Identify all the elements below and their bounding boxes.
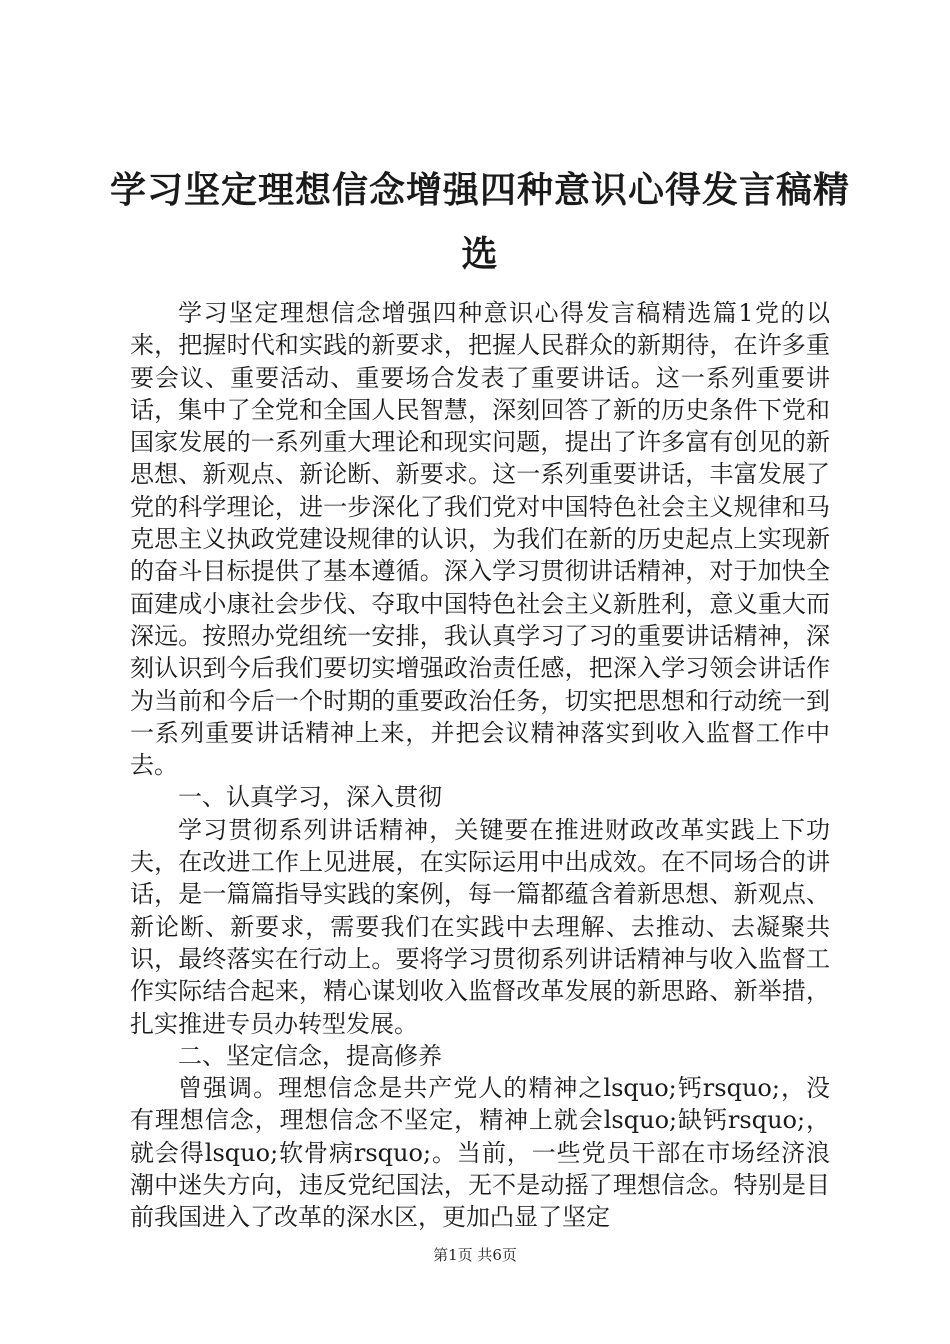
document-body	[130, 297, 830, 1234]
document-title: 学习坚定理想信念增强四种意识心得发言稿精选	[110, 169, 851, 275]
section-heading-2: 二、坚定信念，提高修养	[178, 1041, 442, 1070]
paragraph-section-2: 曾强调。理想信念是共产党人的精神之lsquo;钙rsquo;，没有理想信念，理想信念不坚定，精神上就会lsquo;缺钙rsquo;，就会得lsquo;软骨病rsquo;。当前，一些党员干部在市场经济浪潮中迷失方向，违反党纪国法，无不是动摇了理想信念。特别是目前我国进入了改革的深水区，更加凸显了坚定	[130, 1074, 830, 1232]
page-number-footer: 第1页 共6页	[433, 1246, 517, 1264]
paragraph-section-1: 学习贯彻系列讲话精神，关键要在推进财政改革实践上下功夫，在改进工作上见进展，在实际运用中出成效。在不同场合的讲话，是一篇篇指导实践的案例，每一篇都蕴含着新思想、新观点、新论断、新要求，需要我们在实践中去理解、去推动、去凝聚共识，最终落实在行动上。要将学习贯彻系列讲话精神与收入监督工作实际结合起来，精心谋划收入监督改革发展的新思路、新举措，扎实推进专员办转型发展。	[130, 815, 830, 1038]
section-heading-1: 一、认真学习，深入贯彻	[178, 783, 442, 812]
paragraph-intro: 学习坚定理想信念增强四种意识心得发言稿精选篇1党的以来，把握时代和实践的新要求，把握人民群众的新期待，在许多重要会议、重要活动、重要场合发表了重要讲话。这一系列重要讲话，集中了全党和全国人民智慧，深刻回答了新的历史条件下党和国家发展的一系列重大理论和现实问题，提出了许多富有创见的新思想、新观点、新论断、新要求。这一系列重要讲话，丰富发展了党的科学理论，进一步深化了我们党对中国特色社会主义规律和马克思主义执政党建设规律的认识，为我们在新的历史起点上实现新的奋斗目标提供了基本遵循。深入学习贯彻讲话精神，对于加快全面建成小康社会步伐、夺取中国特色社会主义新胜利，意义重大而深远。按照办党组统一安排，我认真学习了习的重要讲话精神，深刻认识到今后我们要切实增强政治责任感，把深入学习领会讲话作为当前和今后一个时期的重要政治任务，切实把思想和行动统一到一系列重要讲话精神上来，并把会议精神落实到收入监督工作中去。	[130, 299, 830, 780]
